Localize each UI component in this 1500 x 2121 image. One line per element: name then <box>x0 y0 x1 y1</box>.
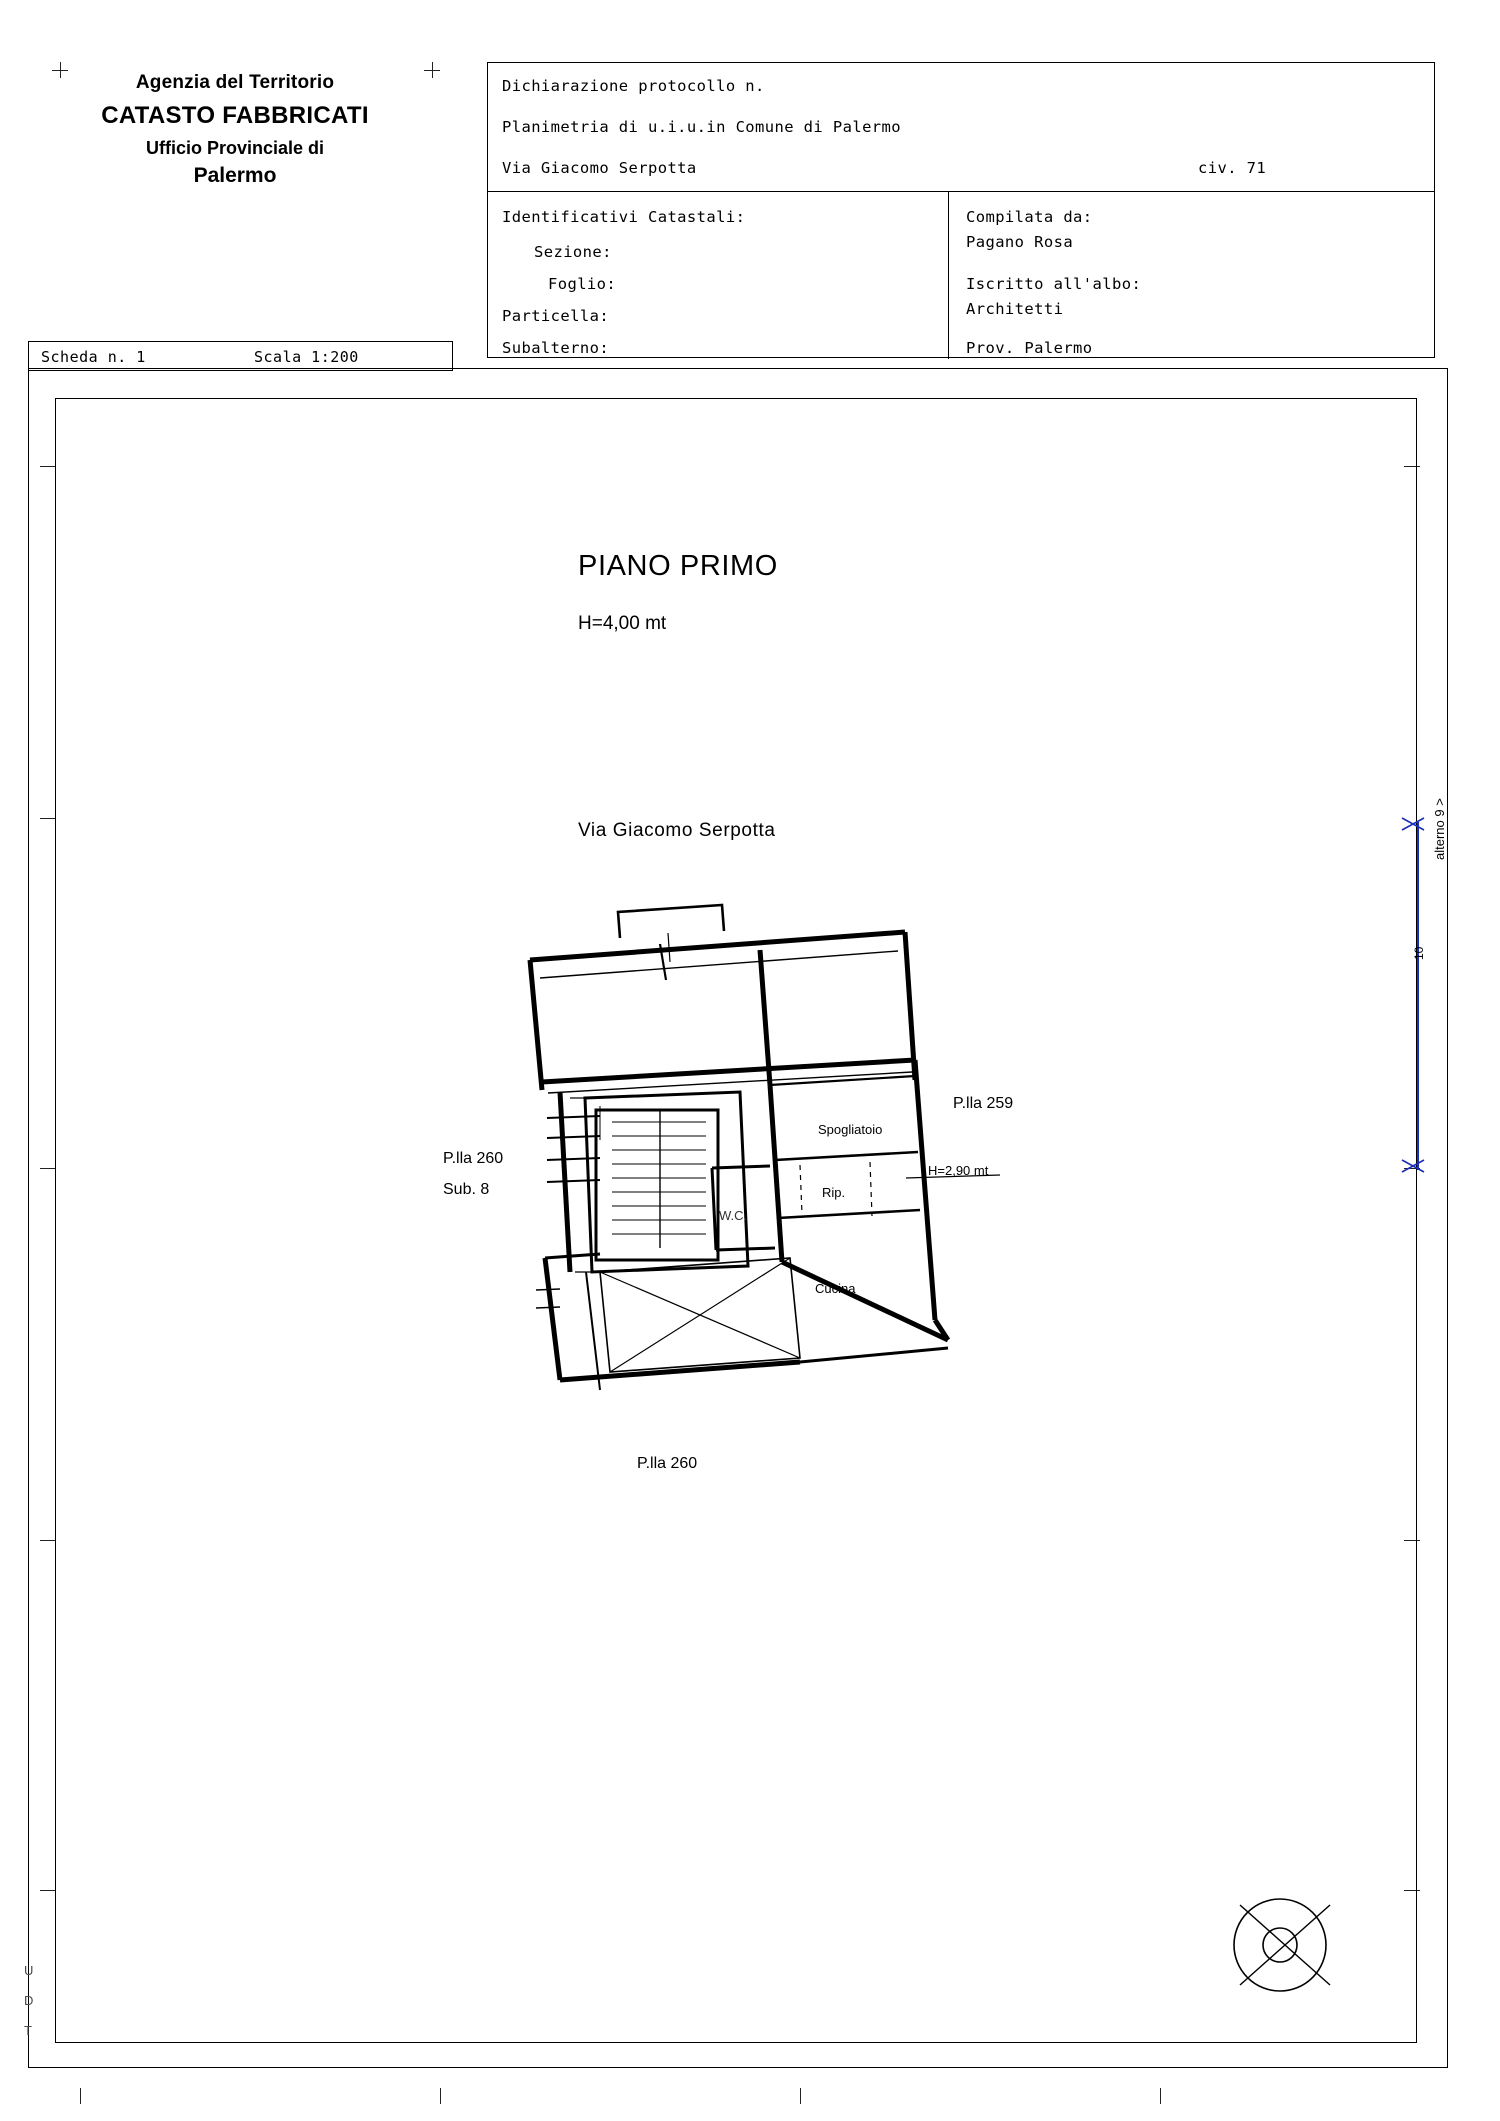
identifiers-title: Identificativi Catastali: <box>502 208 746 226</box>
margin-alterno-label: alterno 9 > <box>1432 798 1447 860</box>
footer-line-3: T <box>24 2023 32 2038</box>
declaration-protocol: Dichiarazione protocollo n. <box>502 77 765 95</box>
sub-label: Sub. 8 <box>443 1181 490 1198</box>
registration-tick <box>440 2088 441 2104</box>
margin-dimension-line <box>1417 822 1419 1170</box>
agency-office: Ufficio Provinciale di <box>145 138 325 159</box>
registration-tick <box>80 2088 81 2104</box>
room-height-annotation: H=2,90 mt <box>928 1163 989 1178</box>
street-label: Via Giacomo Serpotta <box>578 820 776 841</box>
agency-city: Palermo <box>193 164 277 188</box>
room-label-spogliatoio: Spogliatoio <box>818 1122 883 1137</box>
margin-dimension-value: 10 <box>1412 946 1426 960</box>
field-sezione: Sezione: <box>534 243 612 261</box>
registered-label: Iscritto all'albo: <box>966 275 1142 293</box>
civic-number: civ. 71 <box>1198 159 1267 177</box>
compiled-by-value: Pagano Rosa <box>966 233 1074 251</box>
table-divider <box>948 191 949 359</box>
field-foglio: Foglio: <box>548 275 617 293</box>
scheda-number: Scheda n. 1 <box>41 348 146 366</box>
parcel-label-259: P.lla 259 <box>953 1095 1014 1112</box>
registration-tick <box>1160 2088 1161 2104</box>
footer-line-2: D <box>24 1993 34 2008</box>
field-particella: Particella: <box>502 307 610 325</box>
parcel-label-260-bottom: P.lla 260 <box>637 1455 698 1472</box>
floor-title: PIANO PRIMO <box>578 550 778 582</box>
agency-name: Agenzia del Territorio <box>135 72 335 93</box>
header-table <box>487 62 1435 358</box>
table-divider <box>488 191 1434 192</box>
compiled-by-label: Compilata da: <box>966 208 1093 226</box>
room-label-ripostiglio: Rip. <box>822 1185 846 1200</box>
parcel-label-260-top: P.lla 260 <box>443 1150 504 1167</box>
registration-tick <box>800 2088 801 2104</box>
agency-registry: CATASTO FABBRICATI <box>101 101 369 129</box>
room-label-wc: W.C. <box>719 1208 748 1223</box>
room-label-cucina: Cucina <box>815 1281 856 1296</box>
field-subalterno: Subalterno: <box>502 339 610 357</box>
province-label: Prov. Palermo <box>966 339 1093 357</box>
planimetry-line: Planimetria di u.i.u.in Comune di Palermo <box>502 118 902 136</box>
registration-tick <box>432 62 433 78</box>
scheda-scale: Scala 1:200 <box>254 348 359 366</box>
scheda-bar <box>28 341 453 371</box>
footer-line-1: U <box>24 1963 34 1978</box>
floor-height: H=4,00 mt <box>578 613 667 634</box>
agency-header <box>40 70 430 191</box>
address-line: Via Giacomo Serpotta <box>502 159 697 177</box>
registered-value: Architetti <box>966 300 1064 318</box>
